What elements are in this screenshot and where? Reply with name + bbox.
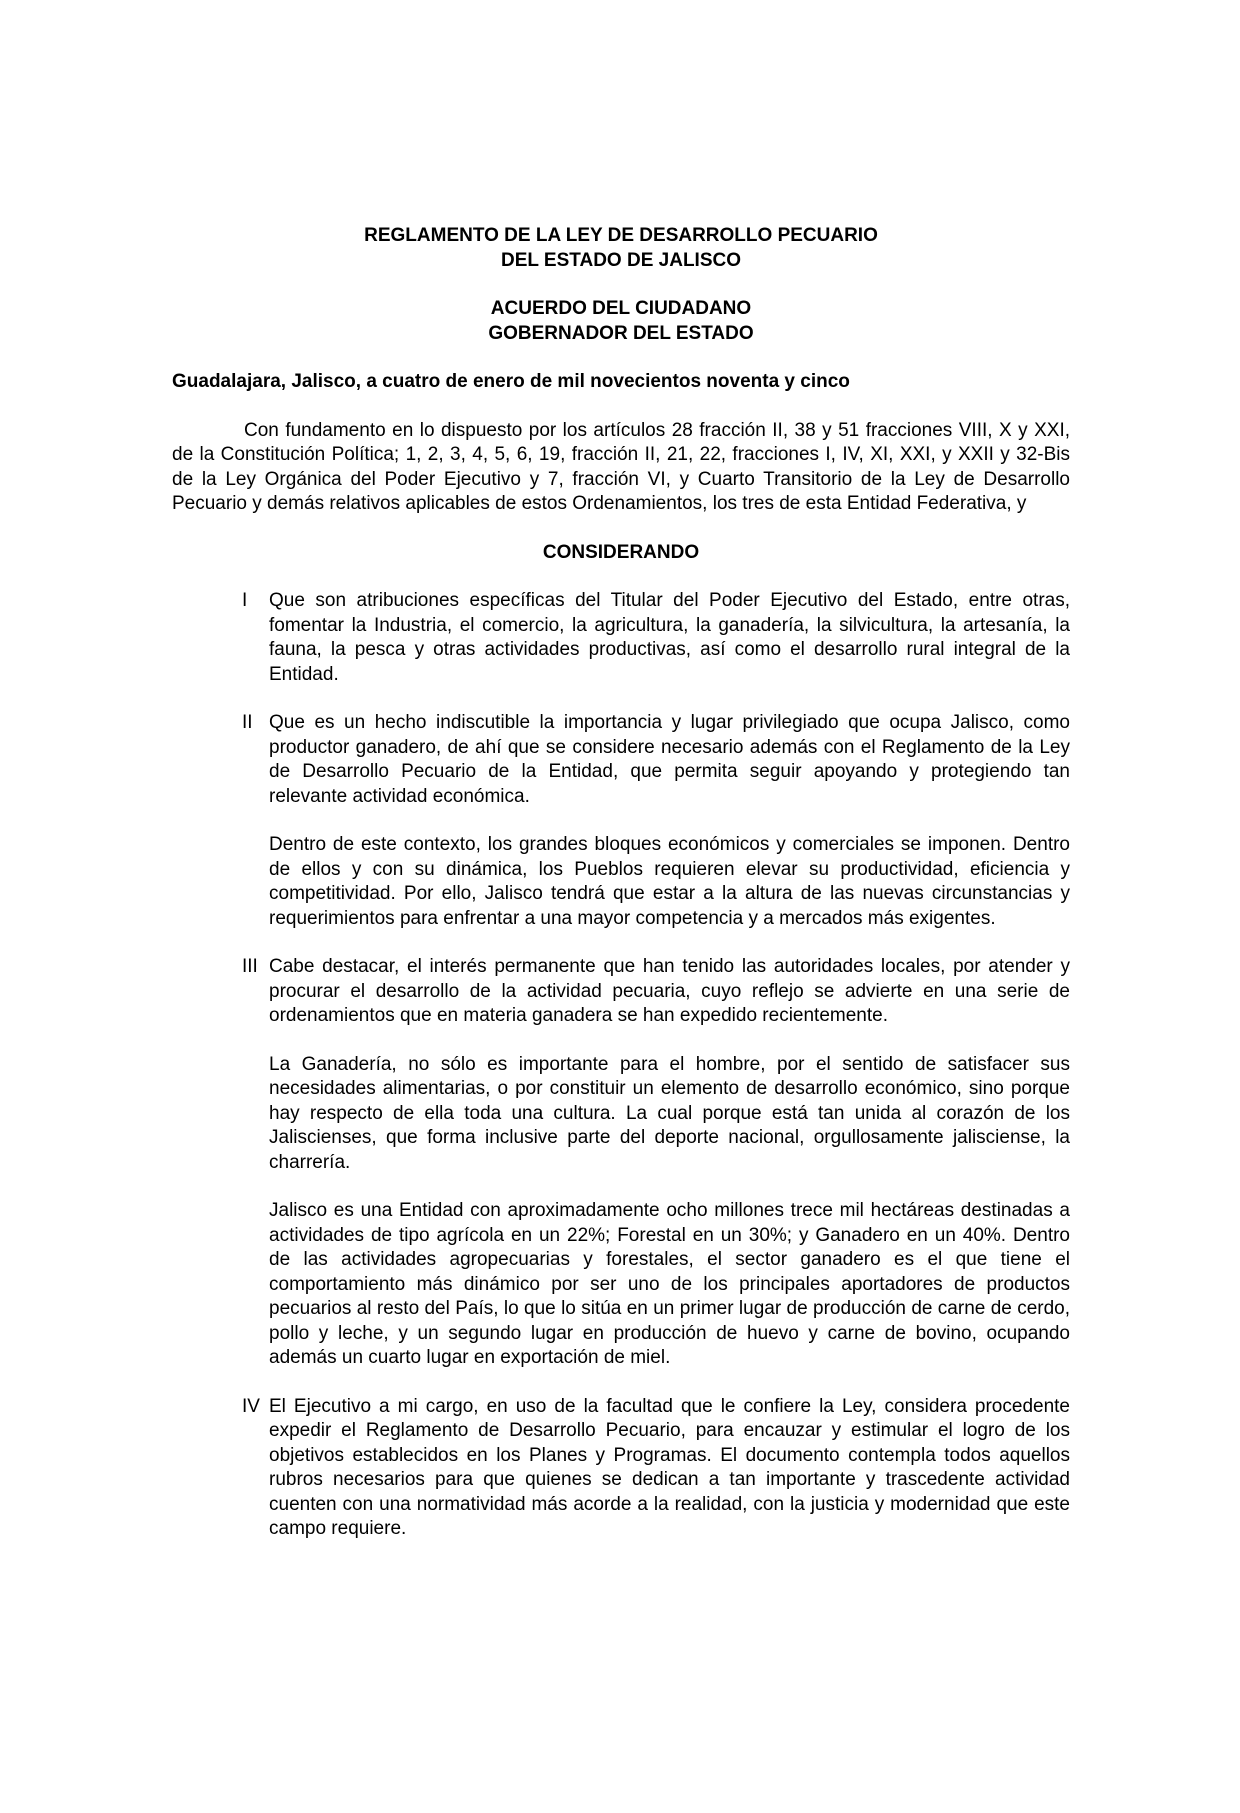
dateline: Guadalajara, Jalisco, a cuatro de enero de mil novecientos noventa y cinco bbox=[172, 371, 850, 392]
item-paragraph: La Ganadería, no sólo es importante para el hombre, por el sentido de satisfacer sus necesidades alimentarias, o por constituir un elemento de desarrollo económico, sino porque hay respecto de ella toda una cultura. La cual porque está tan unida al corazón de los Jaliscienses, que forma inclusive parte del deporte nacional, orgullosamente jalisciense, la charrería. bbox=[269, 1053, 1070, 1173]
item-paragraph: Jalisco es una Entidad con aproximadamente ocho millones trece mil hectáreas destinadas a actividades de tipo agrícola en un 22%; Forestal en un 30%; y Ganadero en un 40%. Dentro de las actividades agropecuarias y forestales, el sector ganadero es el que tiene el comportamiento más dinámico por ser uno de los principales aportadores de productos pecuarios al resto del País, lo que lo sitúa en un primer lugar de producción de carne de cerdo, pollo y leche, y un segundo lugar en producción de huevo y carne de bovino, ocupando además un cuarto lugar en exportación de miel. bbox=[269, 1200, 1070, 1368]
document-subtitle-line-1: ACUERDO DEL CIUDADANO bbox=[490, 298, 752, 319]
item-paragraph: El Ejecutivo a mi cargo, en uso de la facultad que le confiere la Ley, considera procedente expedir el Reglamento de Desarrollo Pecuario, para encauzar y estimular el logro de los objetivos establecidos en los Planes y Programas. El documento contempla todos aquellos rubros necesarios para que quienes se dedican a tan importante y trascedente actividad cuenten con una normatividad más acorde a la realidad, con la justicia y modernidad que este campo requiere. bbox=[269, 1395, 1070, 1539]
document-body bbox=[172, 224, 1070, 1542]
considerando-item-iv bbox=[172, 1395, 1070, 1542]
item-number: III bbox=[242, 956, 258, 977]
item-paragraph: Dentro de este contexto, los grandes bloques económicos y comerciales se imponen. Dentro de ellos y con su dinámica, los Pueblos requieren elevar su productividad, eficiencia y competitividad. Por ello, Jalisco tendrá que estar a la altura de las nuevas circunstancias y requerimientos para enfrentar a una mayor competencia y a mercados más exigentes. bbox=[269, 834, 1070, 929]
item-number: I bbox=[242, 590, 248, 611]
item-paragraph: Que es un hecho indiscutible la importancia y lugar privilegiado que ocupa Jalisco, como productor ganadero, de ahí que se considere necesario además con el Reglamento de la Ley de Desarrollo Pecuario de la Entidad, que permita seguir apoyando y protegiendo tan relevante actividad económica. bbox=[269, 712, 1070, 807]
considerando-item-ii bbox=[172, 711, 1070, 931]
intro-paragraph: Con fundamento en lo dispuesto por los artículos 28 fracción II, 38 y 51 fracciones VIII, X y XXI, de la Constitución Política; 1, 2, 3, 4, 5, 6, 19, fracción II, 21, 22, fracciones I, IV, XI, XXI, y XXII y 32-Bis de la Ley Orgánica del Poder Ejecutivo y 7, fracción VI, y Cuarto Transitorio de la Ley de Desarrollo Pecuario y demás relativos aplicables de estos Ordenamientos, los tres de esta Entidad Federativa, y bbox=[172, 419, 1070, 514]
item-paragraph: Que son atribuciones específicas del Titular del Poder Ejecutivo del Estado, entre otras, fomentar la Industria, el comercio, la agricultura, la ganadería, la silvicultura, la artesanía, la fauna, la pesca y otras actividades productivas, así como el desarrollo rural integral de la Entidad. bbox=[269, 590, 1070, 685]
item-number: IV bbox=[242, 1395, 260, 1417]
document-title-line-2: DEL ESTADO DE JALISCO bbox=[501, 249, 741, 271]
considerando-item-iii bbox=[172, 955, 1070, 1371]
considerando-heading: CONSIDERANDO bbox=[542, 541, 700, 563]
item-paragraph: Cabe destacar, el interés permanente que han tenido las autoridades locales, por atender y procurar el desarrollo de la actividad pecuaria, cuyo reflejo se advierte en una serie de ordenamientos que en materia ganadera se han expedido recientemente. bbox=[269, 956, 1070, 1026]
item-number: II bbox=[242, 712, 253, 733]
considerando-item-i bbox=[172, 589, 1070, 687]
title-spacer bbox=[172, 273, 1070, 297]
document-subtitle-line-2: GOBERNADOR DEL ESTADO bbox=[488, 322, 754, 344]
document-title-line-1: REGLAMENTO DE LA LEY DE DESARROLLO PECUARIO bbox=[364, 225, 878, 246]
